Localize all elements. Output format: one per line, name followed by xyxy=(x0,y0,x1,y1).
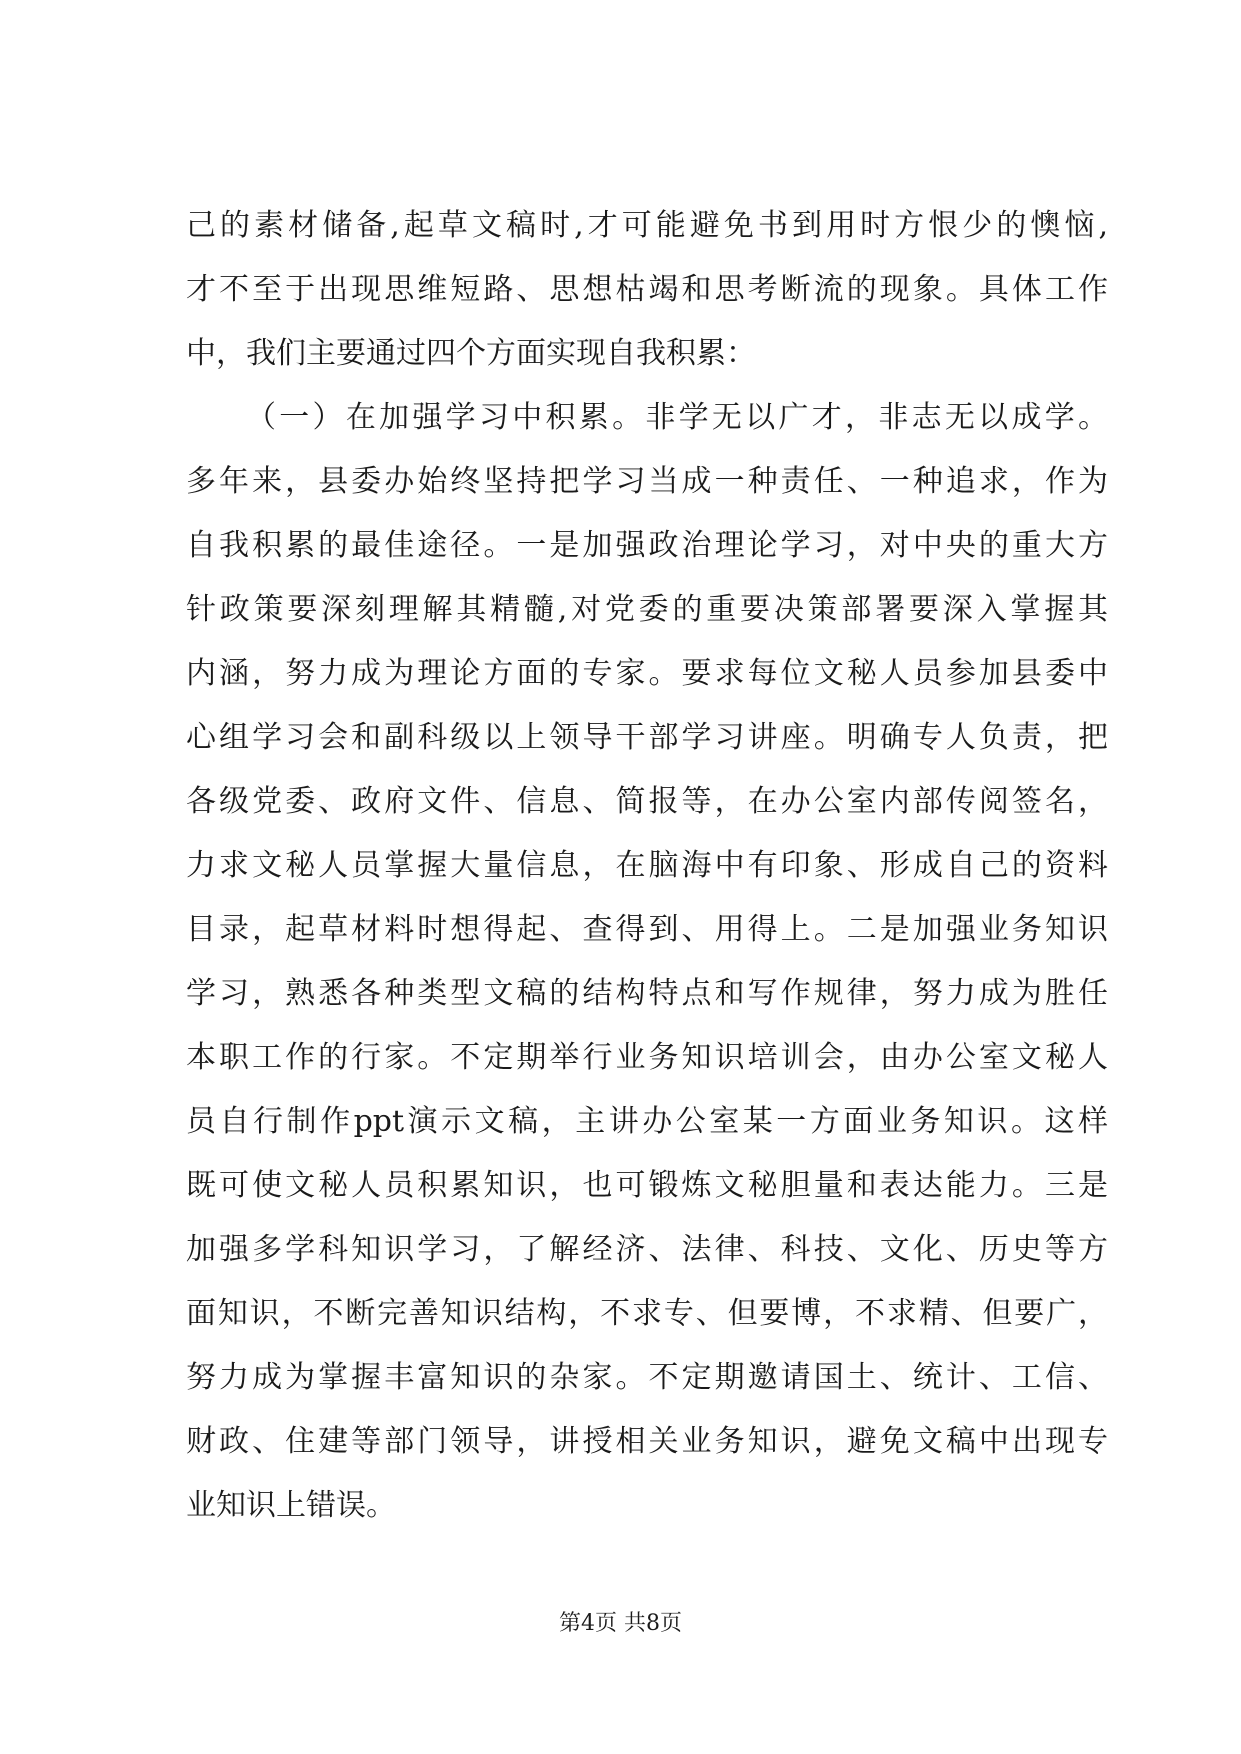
body-line: 心组学习会和副科级以上领导干部学习讲座。明确专人负责，把 xyxy=(186,720,1108,755)
body-line: 既可使文秘人员积累知识，也可锻炼文秘胆量和表达能力。三是 xyxy=(186,1168,1108,1203)
body-line: 多年来，县委办始终坚持把学习当成一种责任、一种追求，作为 xyxy=(186,464,1108,499)
body-line: 力求文秘人员掌握大量信息，在脑海中有印象、形成自己的资料 xyxy=(186,848,1108,883)
body-line: 己的素材储备,起草文稿时,才可能避免书到用时方恨少的懊恼, xyxy=(186,208,1108,243)
section-heading-line: （一）在加强学习中积累。非学无以广才，非志无以成学。 xyxy=(246,400,1108,435)
body-line: 内涵，努力成为理论方面的专家。要求每位文秘人员参加县委中 xyxy=(186,656,1108,691)
document-body xyxy=(186,194,1108,1538)
body-line: 财政、住建等部门领导，讲授相关业务知识，避免文稿中出现专 xyxy=(186,1424,1108,1459)
body-line: 员自行制作ppt演示文稿，主讲办公室某一方面业务知识。这样 xyxy=(186,1104,1108,1139)
body-line: 中，我们主要通过四个方面实现自我积累： xyxy=(186,336,756,371)
body-line: 面知识，不断完善知识结构，不求专、但要博，不求精、但要广， xyxy=(186,1296,1108,1331)
body-line: 自我积累的最佳途径。一是加强政治理论学习，对中央的重大方 xyxy=(186,528,1108,563)
body-line: 加强多学科知识学习，了解经济、法律、科技、文化、历史等方 xyxy=(186,1232,1108,1267)
page-number-footer: 第4页 共8页 xyxy=(559,1611,682,1636)
body-line: 针政策要深刻理解其精髓,对党委的重要决策部署要深入掌握其 xyxy=(186,592,1108,627)
body-line: 各级党委、政府文件、信息、简报等，在办公室内部传阅签名， xyxy=(186,784,1108,819)
body-line: 目录，起草材料时想得起、查得到、用得上。二是加强业务知识 xyxy=(186,912,1108,947)
body-line: 业知识上错误。 xyxy=(186,1488,396,1523)
body-line: 学习，熟悉各种类型文稿的结构特点和写作规律，努力成为胜任 xyxy=(186,976,1108,1011)
body-line: 才不至于出现思维短路、思想枯竭和思考断流的现象。具体工作 xyxy=(186,272,1108,307)
body-line: 本职工作的行家。不定期举行业务知识培训会，由办公室文秘人 xyxy=(186,1040,1108,1075)
body-line: 努力成为掌握丰富知识的杂家。不定期邀请国土、统计、工信、 xyxy=(186,1360,1108,1395)
